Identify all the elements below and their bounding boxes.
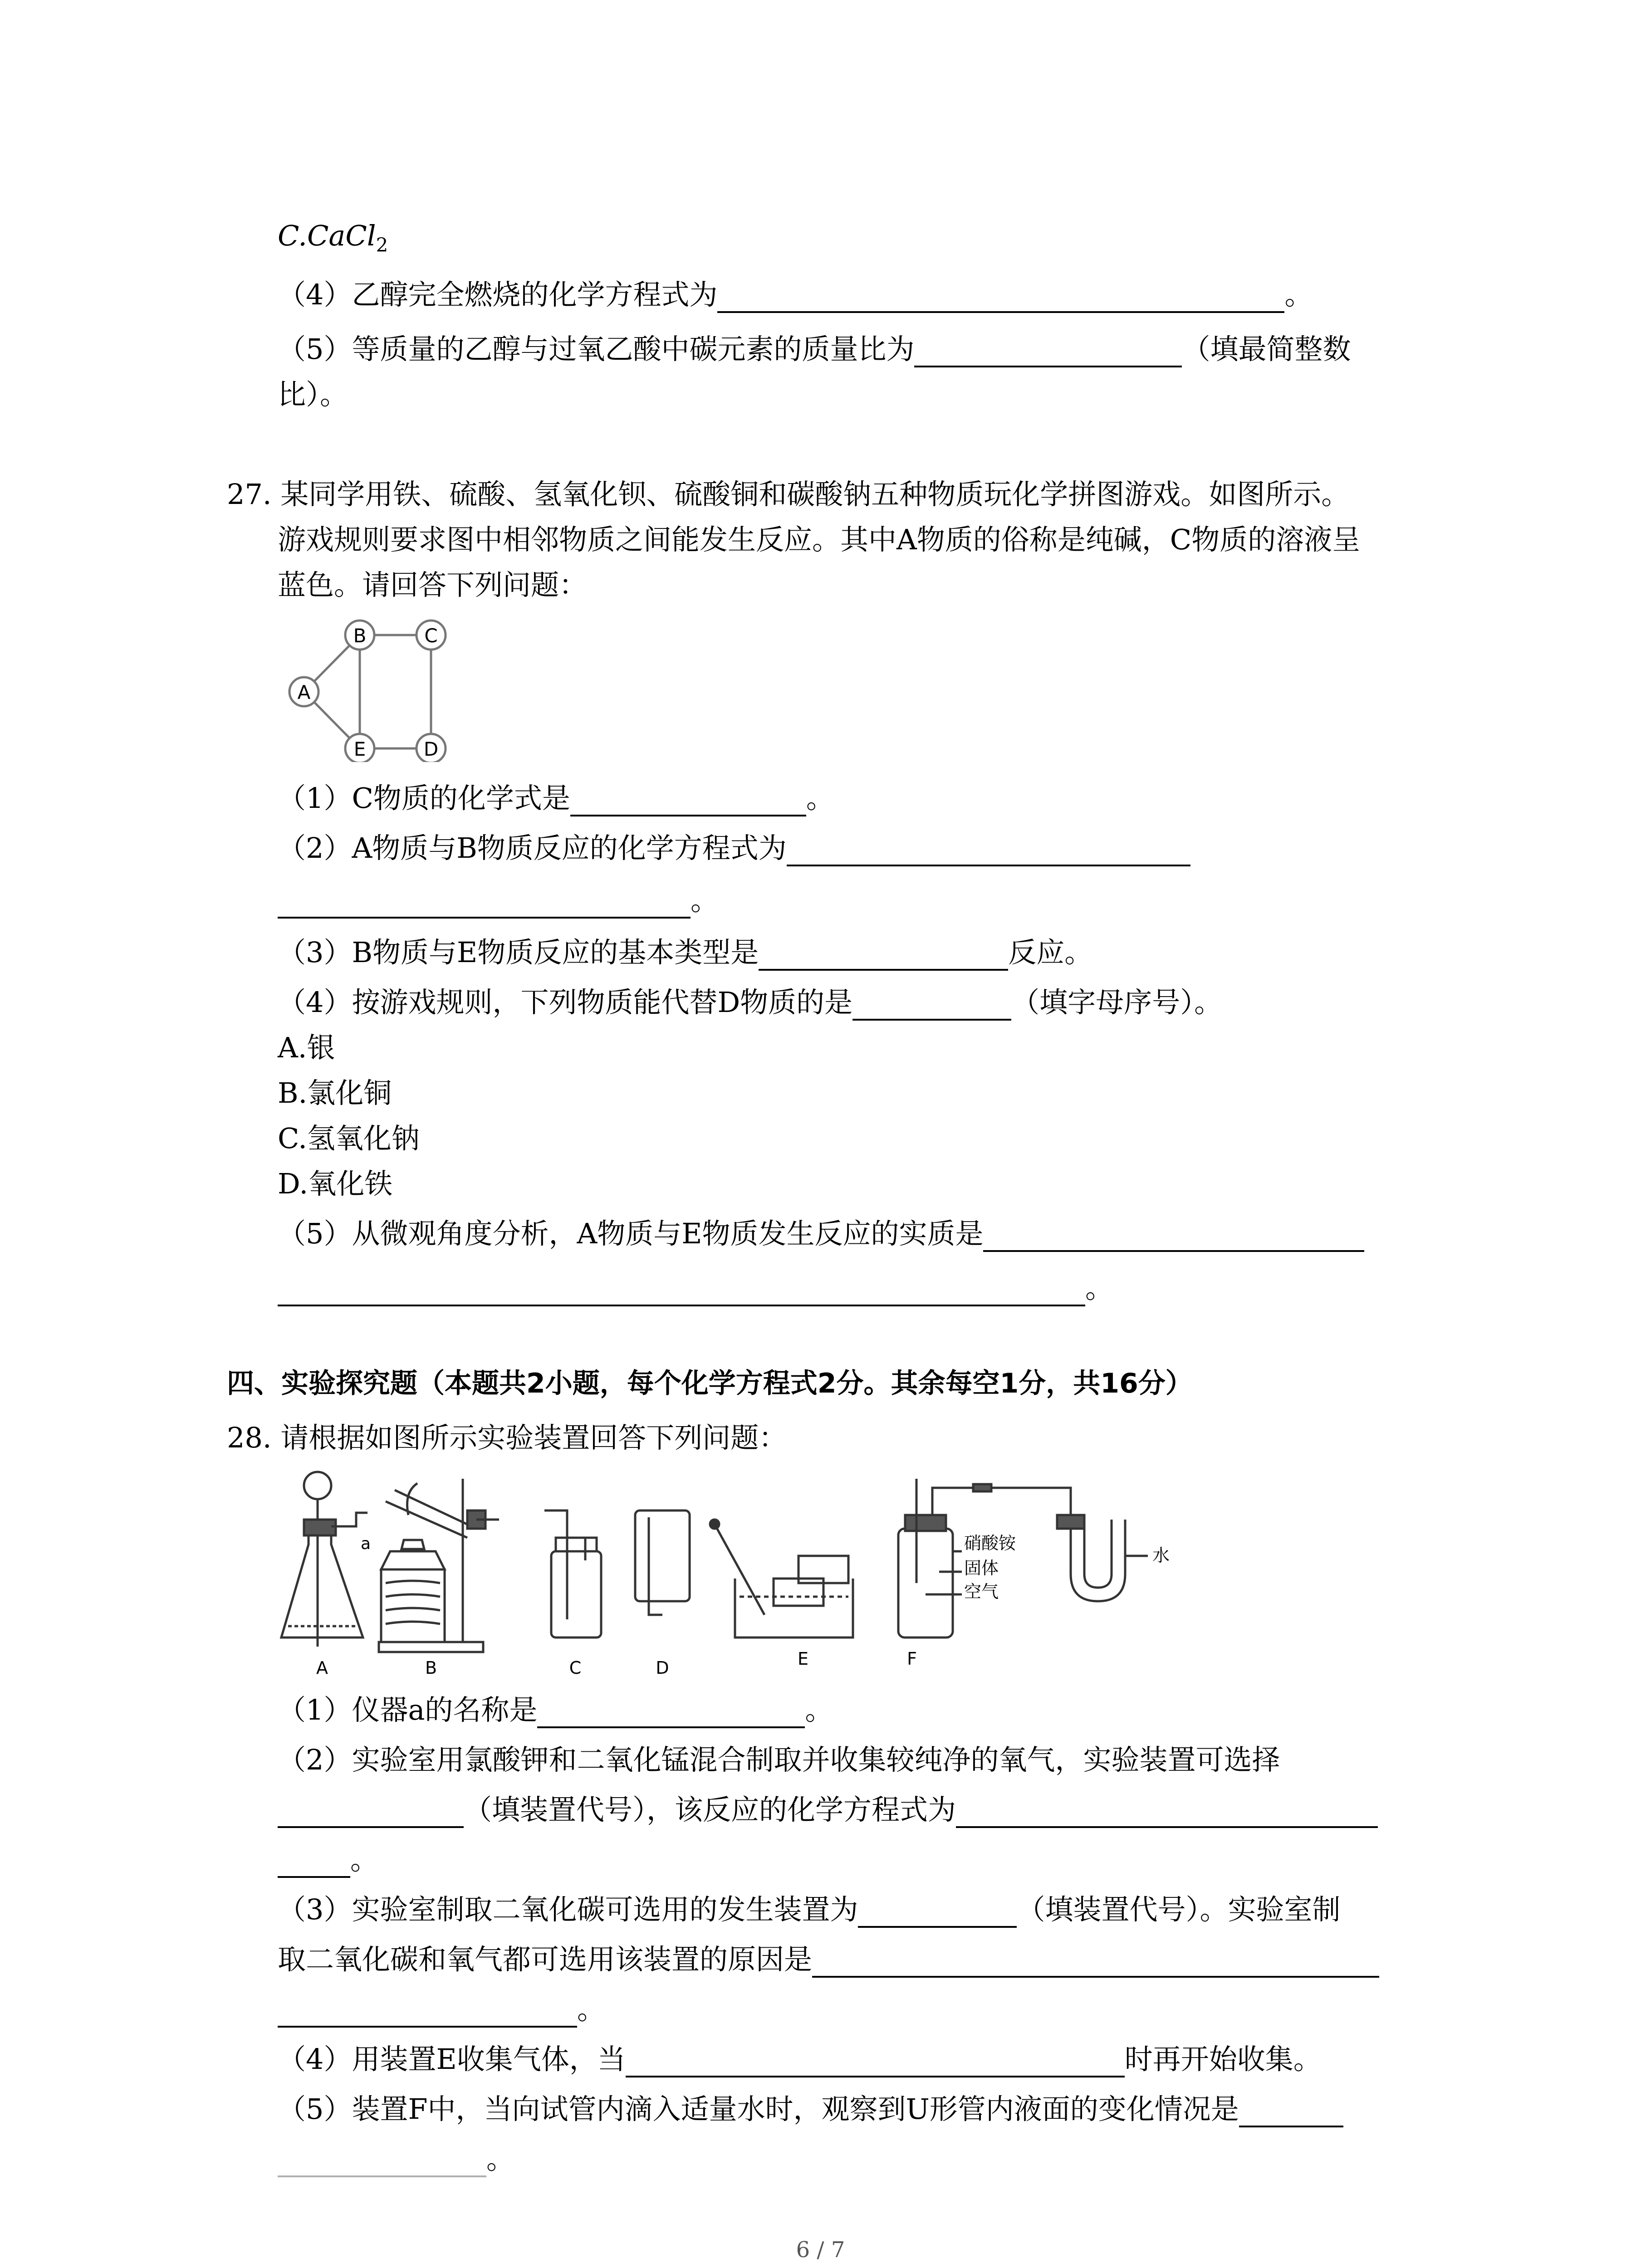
apparatus-label-a: A: [316, 1658, 328, 1678]
q28-sub2-line3: [278, 1842, 378, 1878]
apparatus-b: [379, 1479, 499, 1652]
q28-sub5-line2: [278, 2141, 514, 2177]
option-c-label: C.: [278, 219, 307, 252]
q28-sub3-line2-text: 取二氧化碳和氧气都可选用该装置的原因是: [278, 1943, 813, 1976]
period: 。: [805, 1693, 833, 1726]
period: 。: [1284, 278, 1313, 311]
node-a: [289, 677, 318, 706]
answer-blank[interactable]: [852, 991, 1011, 1021]
q28-sub3-line3: [278, 1991, 605, 2028]
q26-sub5-after: （填最简整数: [1182, 332, 1351, 366]
q27-sub3-after: 反应。: [1008, 936, 1093, 969]
answer-blank[interactable]: [787, 836, 1190, 866]
answer-blank[interactable]: [278, 889, 691, 919]
period: 。: [1085, 1271, 1114, 1305]
apparatus-e: [710, 1520, 853, 1637]
q28-sub1: [278, 1692, 833, 1728]
label-nh4no3: 硝酸铵: [964, 1533, 1016, 1553]
answer-blank[interactable]: [278, 1998, 577, 2028]
apparatus-label-c: C: [569, 1658, 582, 1678]
q27-sub1: [278, 780, 834, 816]
q26-sub4-text: （4）乙醇完全燃烧的化学方程式为: [278, 278, 718, 311]
q27-sub4: [278, 984, 1222, 1021]
node-c: [416, 621, 446, 650]
label-solid: 固体: [964, 1558, 999, 1578]
node-c-label: C: [424, 625, 438, 647]
q26-sub5-text: （5）等质量的乙醇与过氧乙酸中碳元素的质量比为: [278, 332, 915, 366]
answer-blank[interactable]: [1239, 2097, 1343, 2127]
answer-blank[interactable]: [278, 1798, 464, 1828]
apparatus-label-f: F: [907, 1649, 917, 1669]
node-b-label: B: [353, 625, 367, 647]
puzzle-diagram: [277, 608, 458, 762]
q26-sub4: [278, 277, 1313, 313]
q27-sub5-text: （5）从微观角度分析，A物质与E物质发生反应的实质是: [278, 1217, 984, 1250]
q27-option-b: B.氯化铜: [278, 1076, 392, 1110]
q28-sub5-text: （5）装置F中，当向试管内滴入适量水时，观察到U形管内液面的变化情况是: [278, 2092, 1239, 2126]
q27-stem-line1: 27. 某同学用铁、硫酸、氢氧化钡、硫酸铜和碳酸钠五种物质玩化学拼图游戏。如图所示。: [227, 478, 1350, 511]
q27-stem-line3: 蓝色。请回答下列问题：: [278, 568, 588, 601]
q27-sub3-text: （3）B物质与E物质反应的基本类型是: [278, 936, 759, 969]
answer-blank[interactable]: [626, 2048, 1125, 2077]
q26-sub5: [278, 331, 1351, 367]
node-e-label: E: [353, 738, 366, 760]
q28-sub4-text: （4）用装置E收集气体，当: [278, 2043, 626, 2076]
q28-sub3-after: （填装置代号）。实验室制: [1017, 1893, 1341, 1926]
answer-blank[interactable]: [570, 787, 806, 816]
q27-sub4-after: （填字母序号）。: [1011, 986, 1223, 1019]
period: 。: [806, 782, 834, 815]
q28-sub2-mid: （填装置代号），该反应的化学方程式为: [464, 1793, 956, 1826]
q26-sub5-line2: 比）。: [278, 378, 348, 411]
answer-blank[interactable]: [278, 2147, 486, 2177]
period: 。: [350, 1843, 379, 1876]
q28-sub4-after: 时再开始收集。: [1124, 2043, 1322, 2076]
q28-sub3-line1: [278, 1892, 1340, 1928]
q27-option-c: C.氢氧化钠: [278, 1122, 420, 1155]
node-b: [345, 621, 374, 650]
page-number: 6 / 7: [796, 2237, 845, 2263]
label-water: 水: [1152, 1545, 1170, 1565]
apparatus-label-b: B: [425, 1658, 437, 1678]
q27-sub1-text: （1）C物质的化学式是: [278, 782, 570, 815]
q27-sub2: [278, 830, 1190, 866]
apparatus-figure: [272, 1465, 1180, 1683]
answer-blank[interactable]: [812, 1948, 1379, 1978]
apparatus-label-e: E: [797, 1649, 809, 1669]
node-e: [345, 734, 374, 762]
q27-sub4-text: （4）按游戏规则，下列物质能代替D物质的是: [278, 986, 853, 1019]
q28-sub4: [278, 2041, 1322, 2077]
answer-blank[interactable]: [759, 941, 1008, 971]
period: 。: [577, 1993, 606, 2026]
apparatus-label-d: D: [656, 1658, 669, 1678]
q27-sub5-line2: [278, 1270, 1113, 1306]
apparatus-c: [544, 1510, 601, 1637]
q27-sub2-line2: [278, 882, 719, 919]
period: 。: [486, 2142, 515, 2175]
label-a: a: [361, 1535, 371, 1553]
apparatus-f: [898, 1479, 1148, 1637]
node-d: [416, 734, 446, 762]
answer-blank[interactable]: [537, 1698, 805, 1728]
option-c-subscript: 2: [376, 234, 388, 256]
option-c: [278, 218, 388, 263]
option-c-formula: CaCl: [307, 219, 376, 252]
period: 。: [691, 884, 719, 917]
q28-sub2-line1: （2）实验室用氯酸钾和二氧化锰混合制取并收集较纯净的氧气，实验装置可选择: [278, 1743, 1280, 1776]
apparatus-d: [635, 1510, 690, 1615]
q28-sub3-text: （3）实验室制取二氧化碳可选用的发生装置为: [278, 1893, 858, 1926]
q27-option-d: D.氧化铁: [278, 1167, 393, 1200]
q27-stem-line2: 游戏规则要求图中相邻物质之间能发生反应。其中A物质的俗称是纯碱，C物质的溶液呈: [278, 523, 1361, 556]
q28-stem: 28. 请根据如图所示实验装置回答下列问题：: [227, 1421, 787, 1454]
q27-sub2-text: （2）A物质与B物质反应的化学方程式为: [278, 831, 787, 865]
answer-blank[interactable]: [278, 1276, 1085, 1306]
answer-blank[interactable]: [983, 1222, 1364, 1252]
answer-blank[interactable]: [717, 283, 1284, 313]
label-air: 空气: [964, 1582, 999, 1602]
q27-sub5: [278, 1216, 1364, 1252]
answer-blank[interactable]: [278, 1848, 350, 1878]
q28-sub3-line2: [278, 1941, 1379, 1978]
section-4-title: 四、实验探究题（本题共2小题，每个化学方程式2分。其余每空1分，共16分）: [227, 1368, 1193, 1399]
q27-option-a: A.银: [278, 1031, 335, 1064]
answer-blank[interactable]: [956, 1798, 1378, 1828]
apparatus-a: [281, 1472, 367, 1647]
answer-blank[interactable]: [914, 337, 1182, 367]
q28-sub1-text: （1）仪器a的名称是: [278, 1693, 538, 1726]
node-d-label: D: [423, 738, 439, 760]
q28-sub5: [278, 2091, 1343, 2127]
answer-blank[interactable]: [858, 1898, 1017, 1928]
q27-sub3: [278, 934, 1092, 971]
node-a-label: A: [297, 681, 311, 704]
q28-sub2-line2: [278, 1792, 1378, 1828]
